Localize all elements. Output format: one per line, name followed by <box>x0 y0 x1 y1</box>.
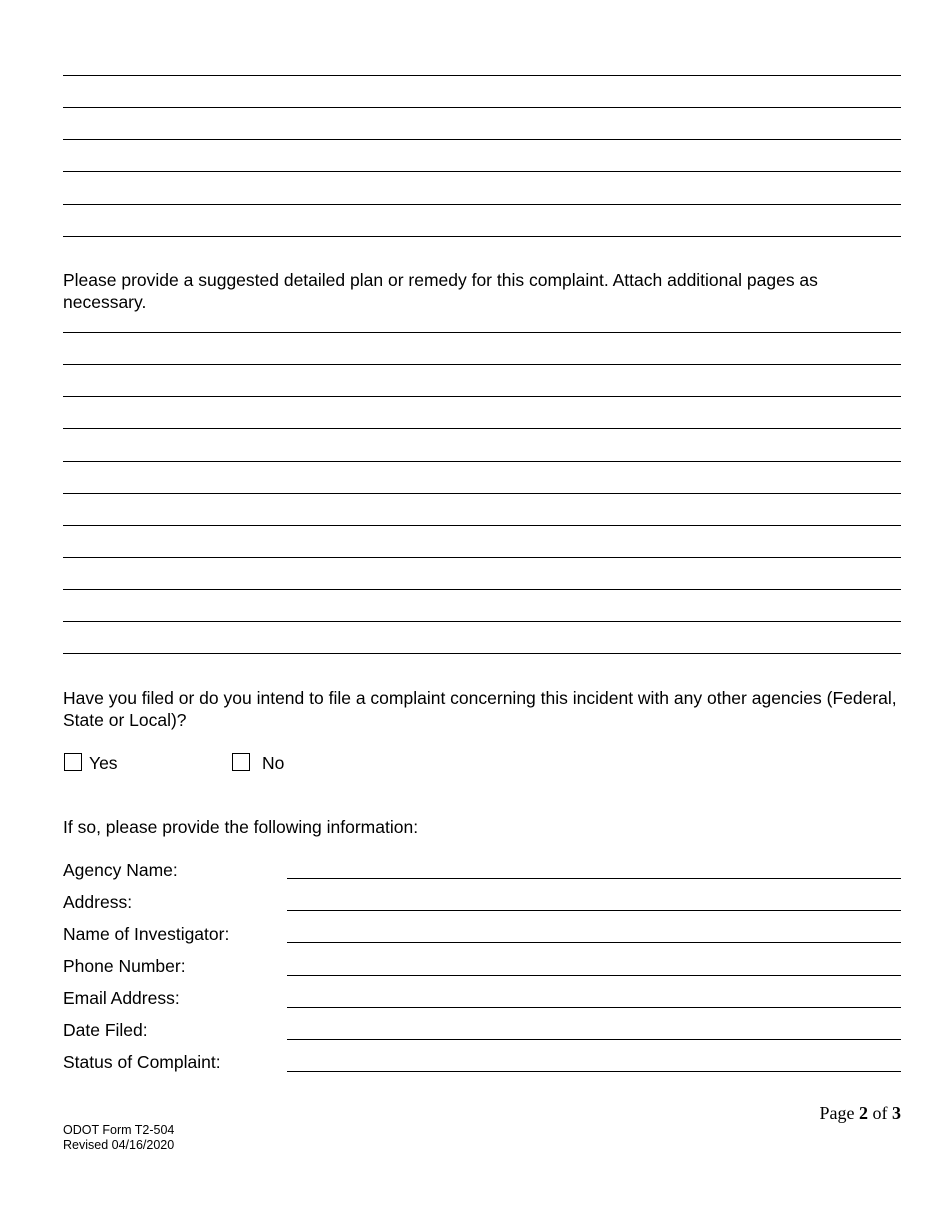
remedy-line[interactable] <box>63 653 901 654</box>
remedy-line[interactable] <box>63 621 901 622</box>
date-filed-label: Date Filed: <box>63 1020 148 1040</box>
email-label: Email Address: <box>63 988 180 1008</box>
address-field[interactable] <box>287 910 901 911</box>
remedy-line[interactable] <box>63 332 901 333</box>
other-agencies-prompt: Have you filed or do you intend to file a complaint concerning this incident with any other agencies (Federal, State or Local)? <box>63 688 897 730</box>
status-field[interactable] <box>287 1071 901 1072</box>
answer-line[interactable] <box>63 75 901 76</box>
answer-line[interactable] <box>63 139 901 140</box>
no-label: No <box>262 753 285 773</box>
remedy-line[interactable] <box>63 589 901 590</box>
remedy-line[interactable] <box>63 493 901 494</box>
email-field[interactable] <box>287 1007 901 1008</box>
phone-label: Phone Number: <box>63 956 186 976</box>
form-id: ODOT Form T2-504 <box>63 1123 175 1137</box>
yes-checkbox[interactable] <box>64 753 82 771</box>
yes-label: Yes <box>89 753 118 773</box>
no-checkbox[interactable] <box>232 753 250 771</box>
remedy-line[interactable] <box>63 557 901 558</box>
remedy-line[interactable] <box>63 461 901 462</box>
remedy-line[interactable] <box>63 364 901 365</box>
page-total: 3 <box>892 1103 901 1123</box>
page-current: 2 <box>859 1103 868 1123</box>
answer-line[interactable] <box>63 236 901 237</box>
page-of: of <box>872 1103 888 1123</box>
status-label: Status of Complaint: <box>63 1052 221 1072</box>
date-filed-field[interactable] <box>287 1039 901 1040</box>
answer-line[interactable] <box>63 107 901 108</box>
remedy-prompt: Please provide a suggested detailed plan or remedy for this complaint. Attach additional pages as necessary. <box>63 270 818 312</box>
remedy-line[interactable] <box>63 428 901 429</box>
remedy-line[interactable] <box>63 396 901 397</box>
address-label: Address: <box>63 892 133 912</box>
phone-field[interactable] <box>287 975 901 976</box>
answer-line[interactable] <box>63 204 901 205</box>
if-so-prompt: If so, please provide the following information: <box>63 817 419 837</box>
agency-name-field[interactable] <box>287 878 901 879</box>
remedy-line[interactable] <box>63 525 901 526</box>
investigator-label: Name of Investigator: <box>63 924 230 944</box>
answer-line[interactable] <box>63 171 901 172</box>
page-number <box>820 1102 902 1124</box>
page-word: Page <box>819 1103 855 1123</box>
investigator-field[interactable] <box>287 942 901 943</box>
agency-name-label: Agency Name: <box>63 860 178 880</box>
revised-date: Revised 04/16/2020 <box>63 1138 175 1152</box>
